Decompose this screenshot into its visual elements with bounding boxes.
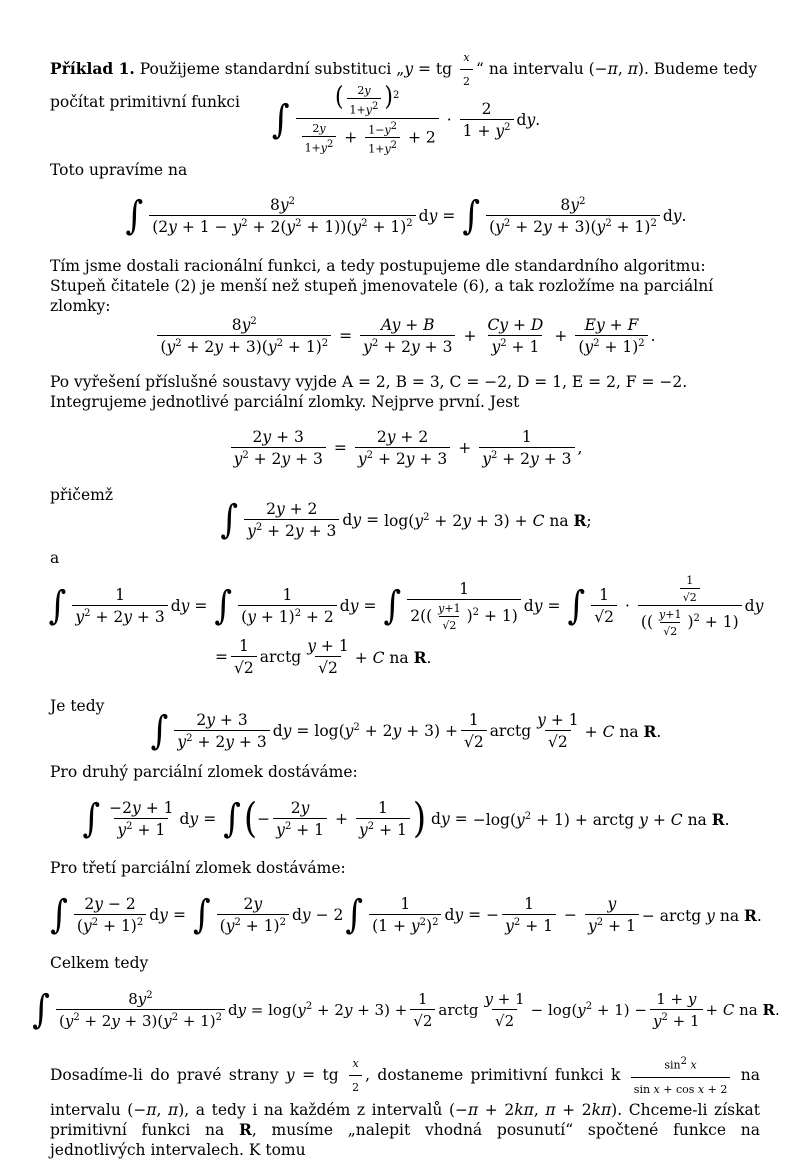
paragraph-4: Stupeň čitatele (2) je menší než stupeň jmenovatele (6), a tak rozložíme na parciální zlomky: xyxy=(50,277,714,315)
equation-3: $\frac{8y^2}{(y^2 + 2y + 3)(y^2 + 1)^2}$ = $\frac{Ay + B}{y^2 + 2y + 3}$ + $\frac{Cy + D}{y^2 + 1}$ + $\frac{Ey + F}{(y^2 + 1)^2}$ . xyxy=(50,312,760,360)
paragraph-3: Tím jsme dostali racionální funkci, a tedy postupujeme dle standardního algoritmu: xyxy=(50,257,706,275)
equation-8: ∫ 2y + 3 $y^2 + 2y + 3$ dy = $\log(y^2 + 2y + 3)$ + $\frac{1}{√2}$ arctg y + 1 √2 + C na R. xyxy=(150,708,662,754)
paragraph-5: Po vyřešení příslušné soustavy vyjde A = 2, B = 3, C = −2, D = 1, E = 2, F = −2. Integrujeme jednotlivé parciální zlomky. Nejprve první. Jest xyxy=(50,373,688,411)
paragraph-9: Pro druhý parciální zlomek dostáváme: xyxy=(50,763,358,781)
example-label: Příklad 1. xyxy=(50,59,135,78)
paragraph-12: Dosadíme-li do pravé strany y = tg $\frac{x}{2}$ , dostaneme primitivní funkci k $\frac{\sin^2 x}{\text{sin x + cos x + 2}}$ na intervalu (−π, π), a tedy i na každém z intervalů (−π + 2kπ, π + 2kπ). Chceme-li získat primitivní funkci na R, musíme „nalepit vhodná posunutí“ spočtené funkce na jednotlivých intervalech. K tomu xyxy=(50,1056,761,1159)
equation-11: ∫ $8y^2$ $(y^2 + 2y + 3)(y^2 + 1)^2$ dy = $\log(y^2 + 2y + 3)$ + $\frac{1}{√2}$ arctg y + 1 √2 − $\log(y^2 + 1)$ − $\frac{1 + y}{y^2 + 1}$ + C na R. xyxy=(32,987,780,1033)
intro-text: Použijeme standardní substituci „y = tg $\frac{x}{2}$ “ na intervalu (−π, π). Budeme tedy počítat primitivní funkci xyxy=(50,51,758,111)
paragraph-10: Pro třetí parciální zlomek dostáváme: xyxy=(50,859,346,877)
paragraph-8: Je tedy xyxy=(50,697,105,715)
paragraph-2: Toto upravíme na xyxy=(50,161,188,179)
paragraph-6: přičemž xyxy=(50,486,114,504)
equation-9: ∫ −2y + 1 $y^2 + 1$ dy = ∫ ( − $\frac{2y}{y^2 + 1}$ + $\frac{1}{y^2 + 1}$ ) dy = $-\log(y^2 + 1)$ + arctg y + C na R. xyxy=(82,795,730,843)
equation-1: ∫ ( $\frac{2y}{1+y^2}$ )$^2$ $\frac{2y}{1+y^2}$ + $\frac{1-y^2}{1+y^2}$ + 2 · 2 $1 + y^2$ dy. xyxy=(271,82,541,156)
paragraph-7: a xyxy=(50,549,60,567)
equation-2: ∫ $8y^2$ $(2y + 1 - y^2 + 2(y^2 + 1))(y^2 + 1)^2$ dy = ∫ $8y^2$ $(y^2 + 2y + 3)(y^2 + 1)^2$ dy. xyxy=(125,193,687,239)
paragraph-11: Celkem tedy xyxy=(50,954,149,972)
equation-5: ∫ 2y + 2 $y^2 + 2y + 3$ dy = $\log(y^2 + 2y + 3) + C$ na R; xyxy=(220,497,592,543)
equation-6: ∫ 1 $y^2 + 2y + 3$ dy = ∫ 1 $(y + 1)^2 + 2$ dy = ∫ 1 2(( $\frac{y+1}{√2}$ )$^2$ + 1) dy = ∫ 1 √2 · $\frac{1}{√2}$ (( $\frac{y+1}{√2}$ )$^2$ + 1) dy xyxy=(48,574,764,638)
equation-4: $\frac{2y + 3}{y^2 + 2y + 3}$ = $\frac{2y + 2}{y^2 + 2y + 3}$ + $\frac{1}{y^2 + 2y + 3}$ , xyxy=(50,424,760,472)
equation-7: = $\frac{1}{√2}$ arctg y + 1 √2 + C na R. xyxy=(215,637,432,677)
equation-10: ∫ 2y − 2 $(y^2 + 1)^2$ dy = ∫ 2y $(y^2 + 1)^2$ dy − 2 ∫ 1 $(1 + y^2)^2$ dy = − $\frac{1}{y^2 + 1}$ − $\frac{y}{y^2 + 1}$ − arctg y na R. xyxy=(50,892,762,938)
